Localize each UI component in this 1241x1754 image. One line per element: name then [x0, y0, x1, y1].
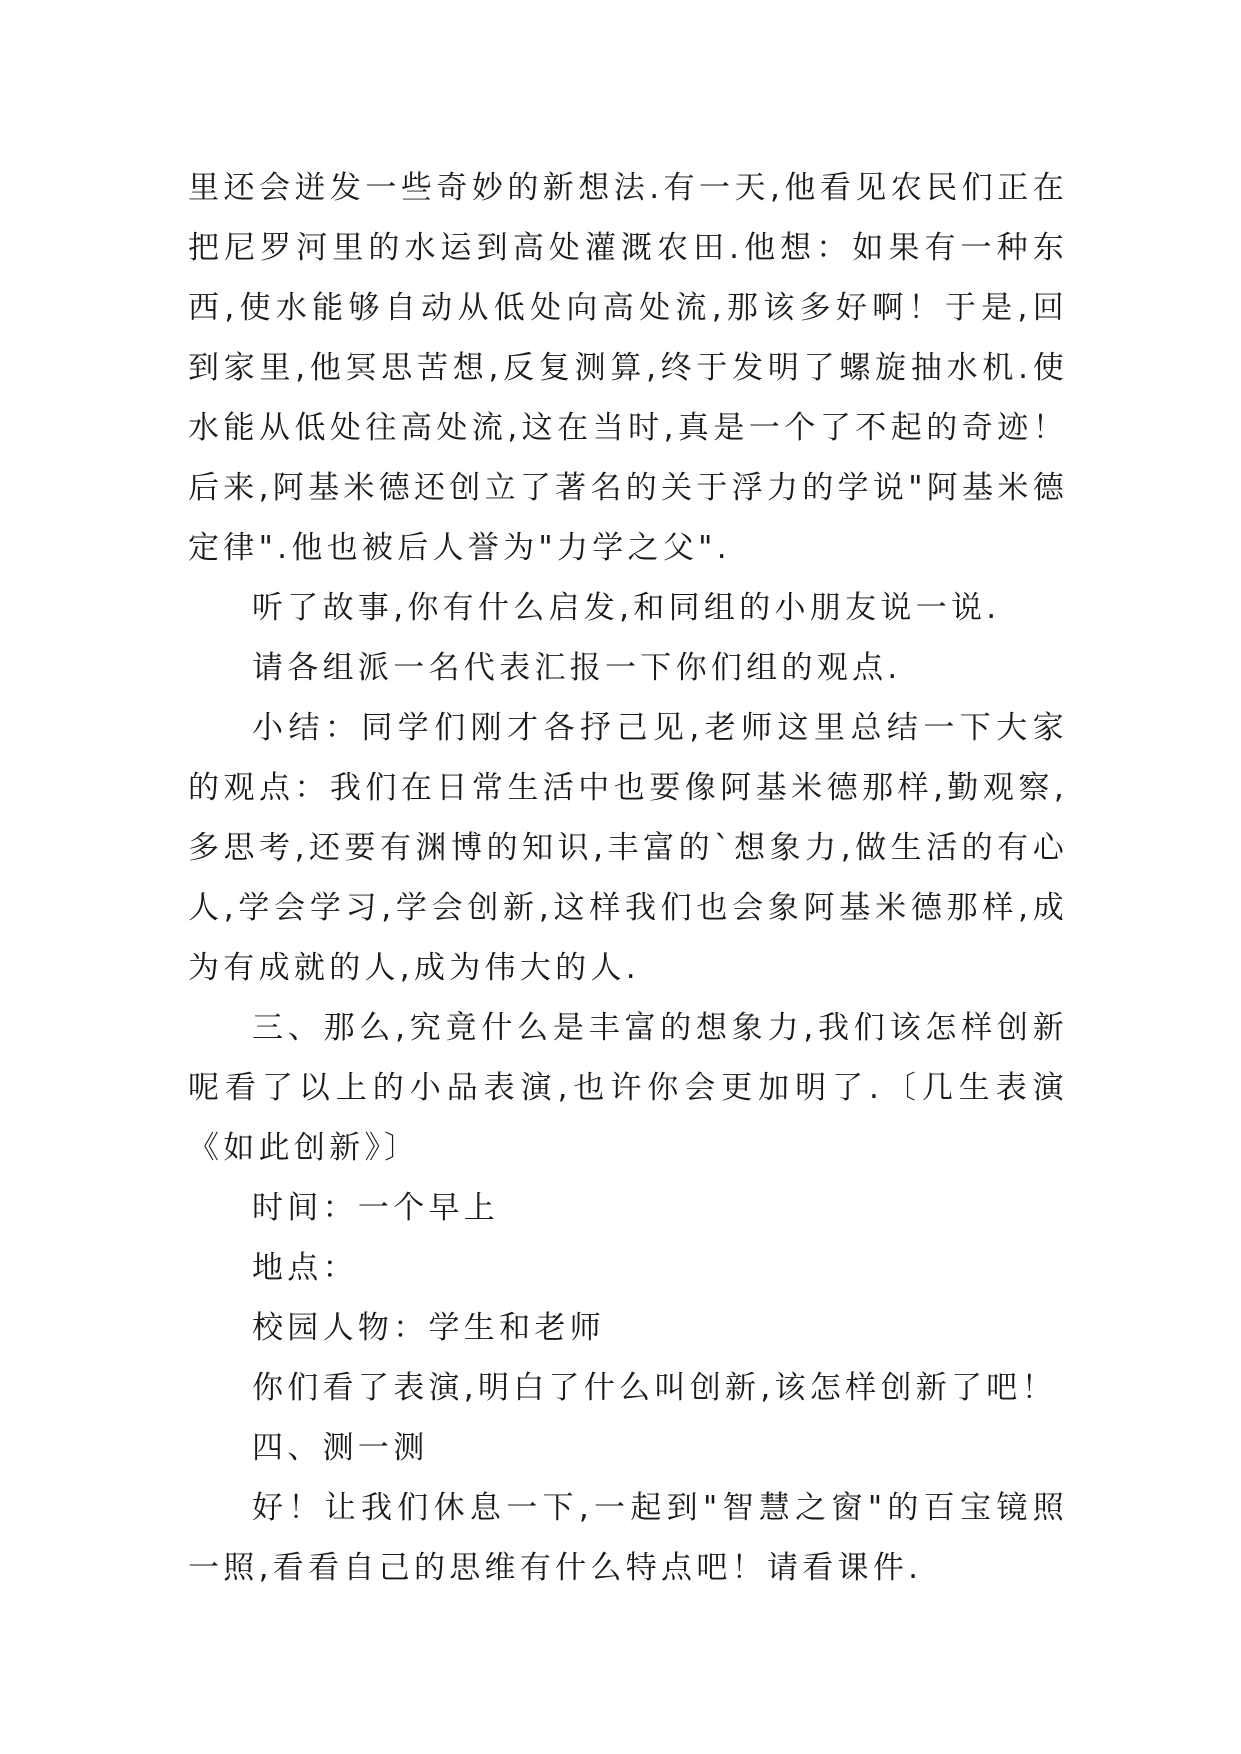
- paragraph-time: 时间：一个早上: [252, 1190, 500, 1226]
- paragraph-closing: 好！让我们休息一下,一起到"智慧之窗"的百宝镜照一照,看看自己的思维有什么特点吧！请看课件.: [188, 1490, 1068, 1586]
- paragraph-characters: 校园人物：学生和老师: [252, 1310, 605, 1346]
- paragraph-discussion-prompt: 听了故事,你有什么启发,和同组的小朋友说一说.: [252, 590, 1001, 626]
- paragraph-story-continuation: 里还会迸发一些奇妙的新想法.有一天,他看见农民们正在把尼罗河里的水运到高处灌溉农田.他想：如果有一种东西,使水能够自动从低处向高处流,那该多好啊！于是,回到家里,他冥思苦想,反复测算,终于发明了螺旋抽水机.使水能从低处往高处流,这在当时,真是一个了不起的奇迹！后来,阿基米德还创立了著名的关于浮力的学说"阿基米德定律".他也被后人誉为"力学之父".: [188, 170, 1068, 566]
- paragraph-location: 地点：: [252, 1250, 358, 1286]
- paragraph-after-performance: 你们看了表演,明白了什么叫创新,该怎样创新了吧！: [252, 1370, 1057, 1406]
- document-body: [188, 158, 1068, 1598]
- paragraph-section-three: 三、那么,究竟什么是丰富的想象力,我们该怎样创新呢看了以上的小品表演,也许你会更加明了.〔几生表演《如此创新》〕: [188, 1010, 1068, 1166]
- paragraph-section-four: 四、测一测: [252, 1430, 429, 1466]
- paragraph-group-report: 请各组派一名代表汇报一下你们组的观点.: [252, 650, 902, 686]
- paragraph-summary: 小结：同学们刚才各抒己见,老师这里总结一下大家的观点：我们在日常生活中也要像阿基米德那样,勤观察,多思考,还要有渊博的知识,丰富的`想象力,做生活的有心人,学会学习,学会创新,这样我们也会象阿基米德那样,成为有成就的人,成为伟大的人.: [188, 710, 1068, 986]
